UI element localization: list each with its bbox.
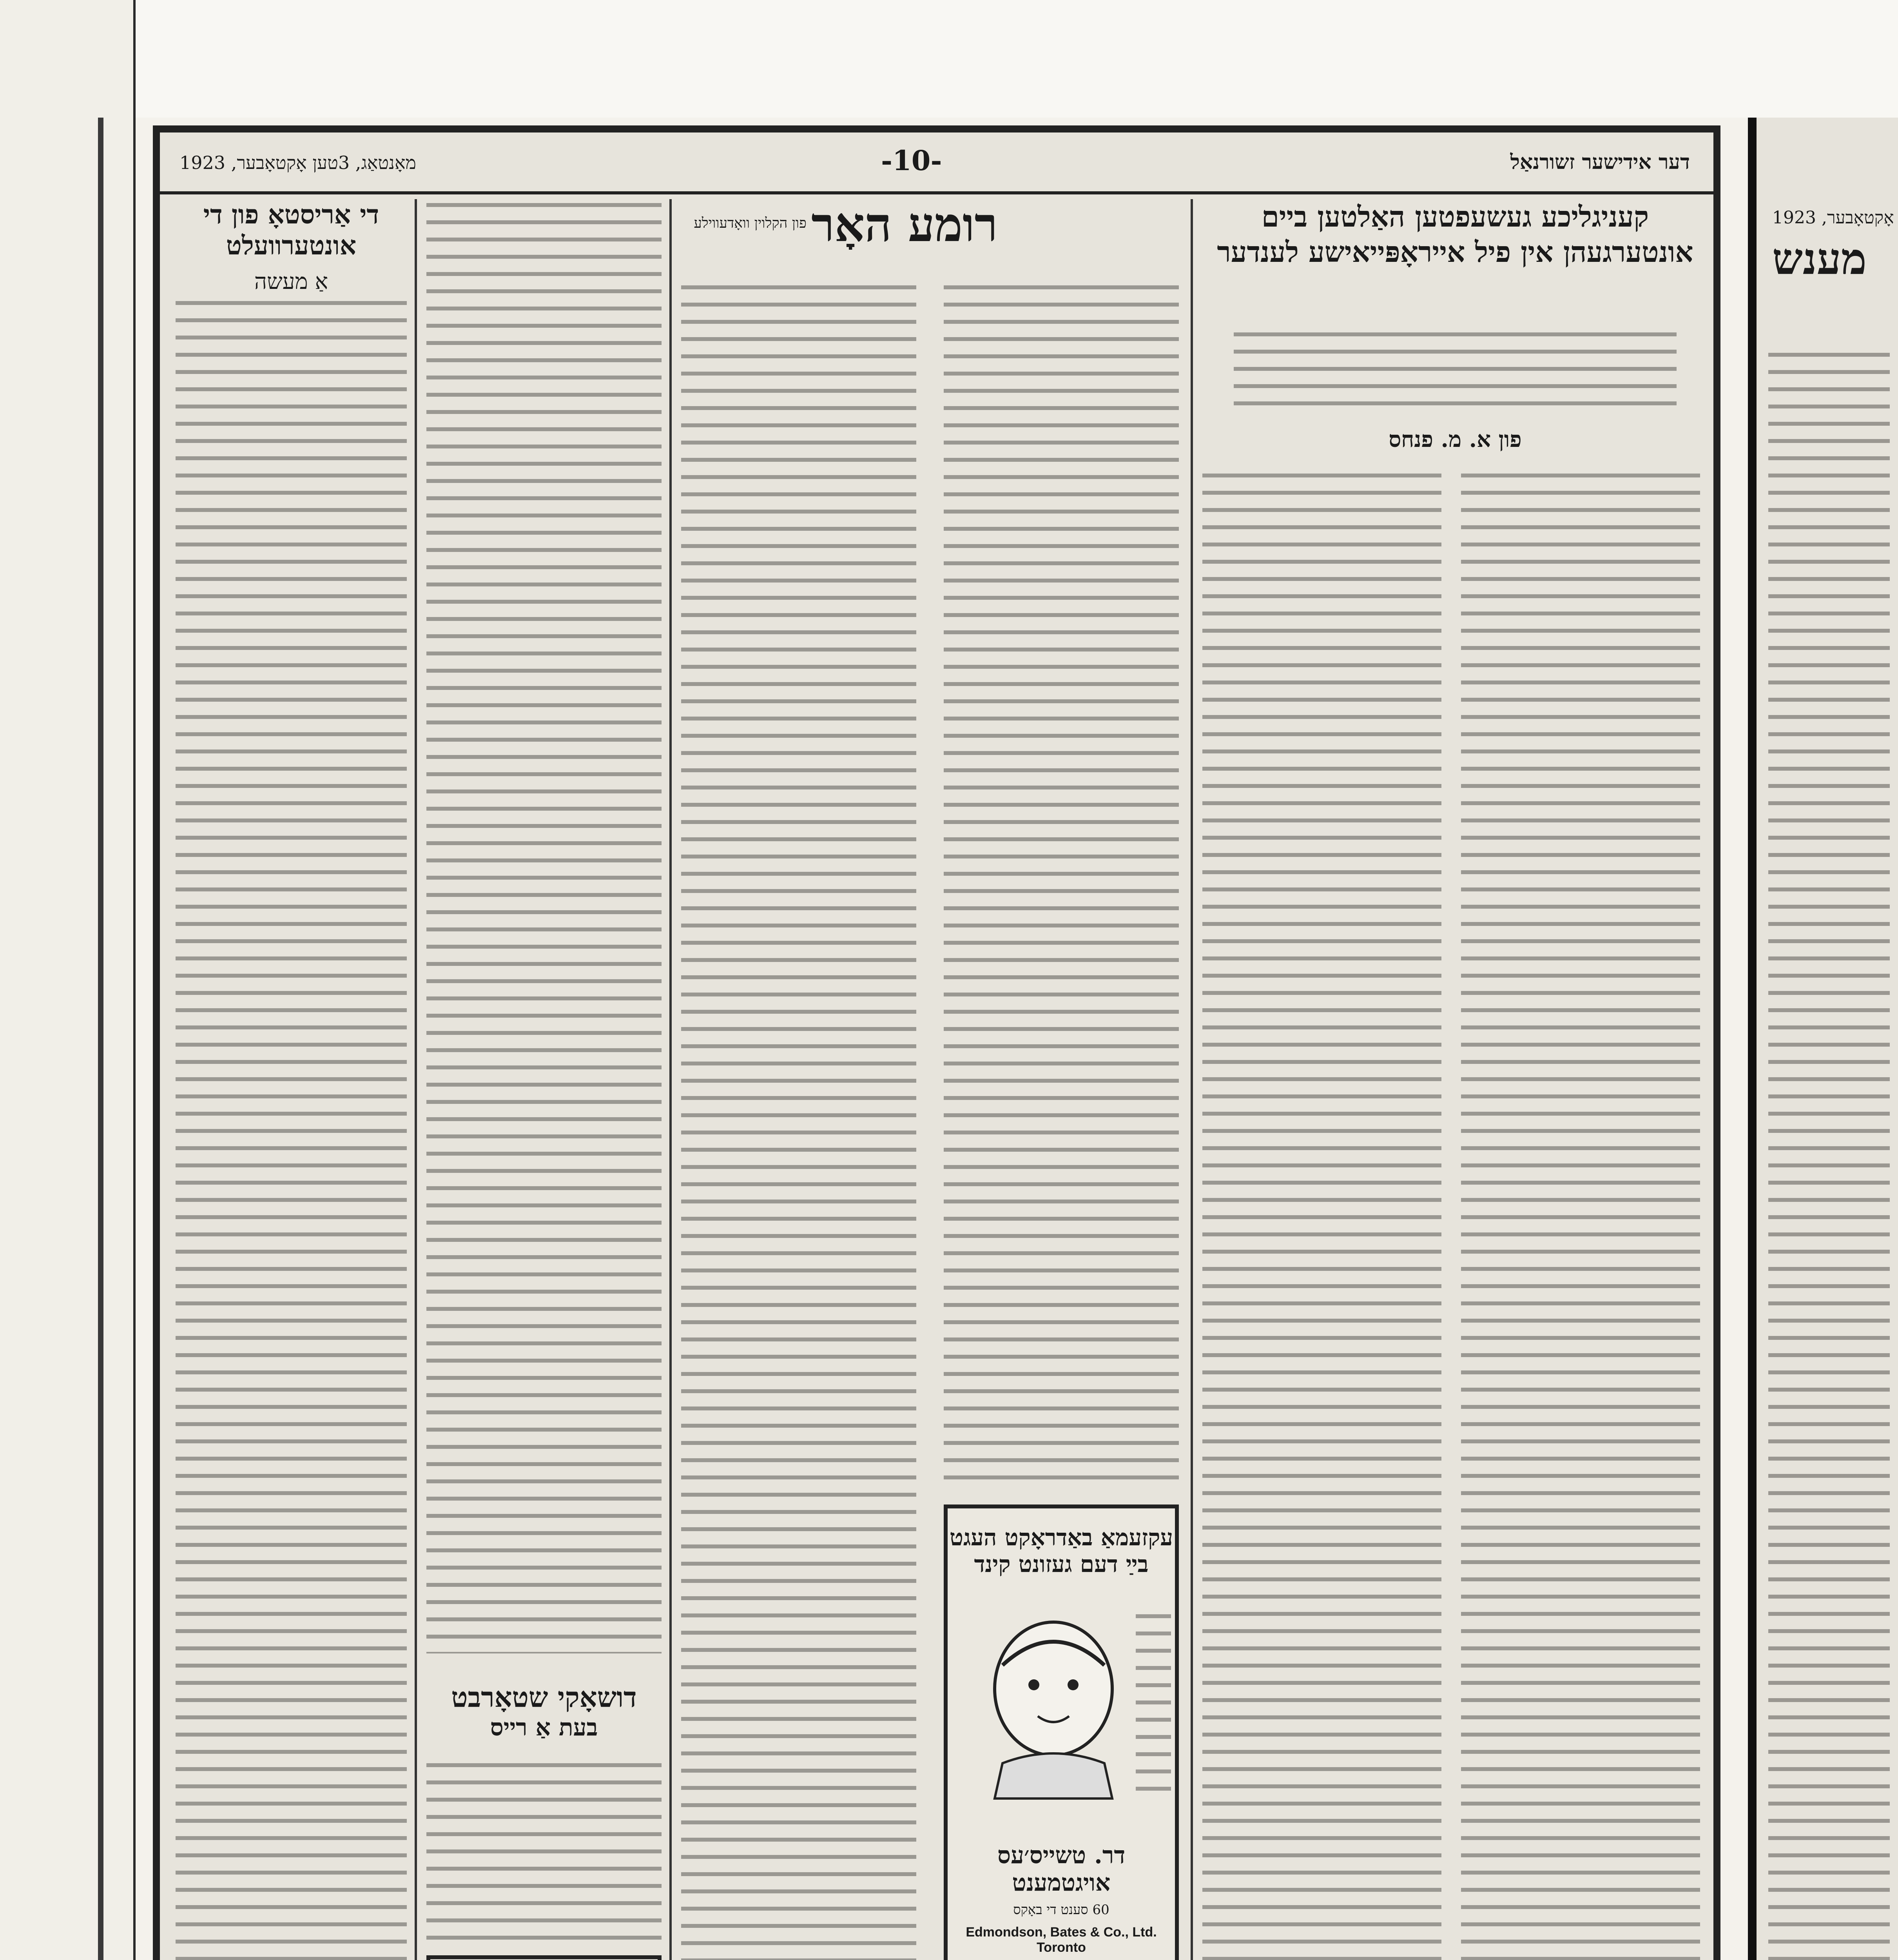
page-number: -10- — [881, 144, 942, 177]
column-3-subline: פון הקלוין וואָדעווילע — [694, 215, 807, 231]
ad-eczema-price: 60 סענט די באָקס — [1013, 1902, 1109, 1918]
film-margin-left — [0, 0, 136, 1960]
column-rule — [669, 199, 672, 1960]
column-1 — [176, 199, 407, 1960]
pullan-advertisement — [426, 1955, 662, 1960]
column-4-byline: פון א. מ. פנחס — [1389, 426, 1522, 452]
adjacent-page-fragment — [1748, 118, 1898, 1960]
column-3-headline: רומע האָר — [811, 197, 998, 252]
ad-eczema-company: Edmondson, Bates & Co., Ltd. Toronto — [966, 1925, 1157, 1955]
adjacent-page-body-text — [1768, 353, 1890, 1960]
column-4a-body-text — [1202, 474, 1441, 1960]
column-3a-body-text — [681, 285, 916, 1960]
column-2-body-text — [426, 203, 662, 1653]
column-1-section-label: אַ מעשה — [254, 269, 328, 295]
column-3 — [681, 199, 1183, 1960]
column-2 — [426, 199, 662, 1960]
column-1-headline: די אַריסטאָ פון די אונטערוועלט — [203, 199, 379, 261]
ad-headline: דושאָקי שטאָרבט — [451, 1681, 637, 1713]
masthead-date: מאָנטאַג, 3טען אָקטאָבער, 1923 — [179, 152, 416, 173]
column-rule — [1191, 199, 1193, 1960]
child-portrait-icon — [979, 1614, 1128, 1802]
adjacent-page-headline: מענש — [1772, 234, 1867, 284]
column-rule — [415, 199, 417, 1960]
column-4b-body-text — [1461, 474, 1700, 1960]
ad-eczema-title: עקזעמאַ באַדראָקט העגט — [949, 1524, 1173, 1551]
column-1-body-text — [176, 301, 407, 1960]
column-4-deck — [1234, 332, 1677, 411]
ad-eczema-title2: בײַ דעם געזונט קינד — [974, 1551, 1149, 1577]
newspaper-page — [153, 125, 1720, 1960]
column-3b-body-text — [944, 285, 1179, 1481]
column-4 — [1202, 199, 1708, 1960]
ad-eczema-text — [1136, 1614, 1171, 1802]
ad-subhead: בעת אַ רייס — [490, 1714, 598, 1741]
eczema-advertisement — [944, 1504, 1179, 1960]
masthead — [160, 132, 1713, 194]
paper-title: דער אידישער זשורנאַל — [1510, 150, 1690, 174]
film-margin-top — [0, 0, 1898, 118]
column-2-body-text-2 — [426, 1763, 662, 1944]
column-4-headline: קעניגליכע געשעפטען האַלטען ביים אונטערגעהן אין פיל אייראָפּייאישע לענדער — [1217, 200, 1693, 269]
ad-eczema-brand: דר. טשייס׳עס אויגטמענט — [997, 1842, 1126, 1896]
adjacent-page-date: 1923 ,אָקטאָבער — [1772, 208, 1894, 228]
